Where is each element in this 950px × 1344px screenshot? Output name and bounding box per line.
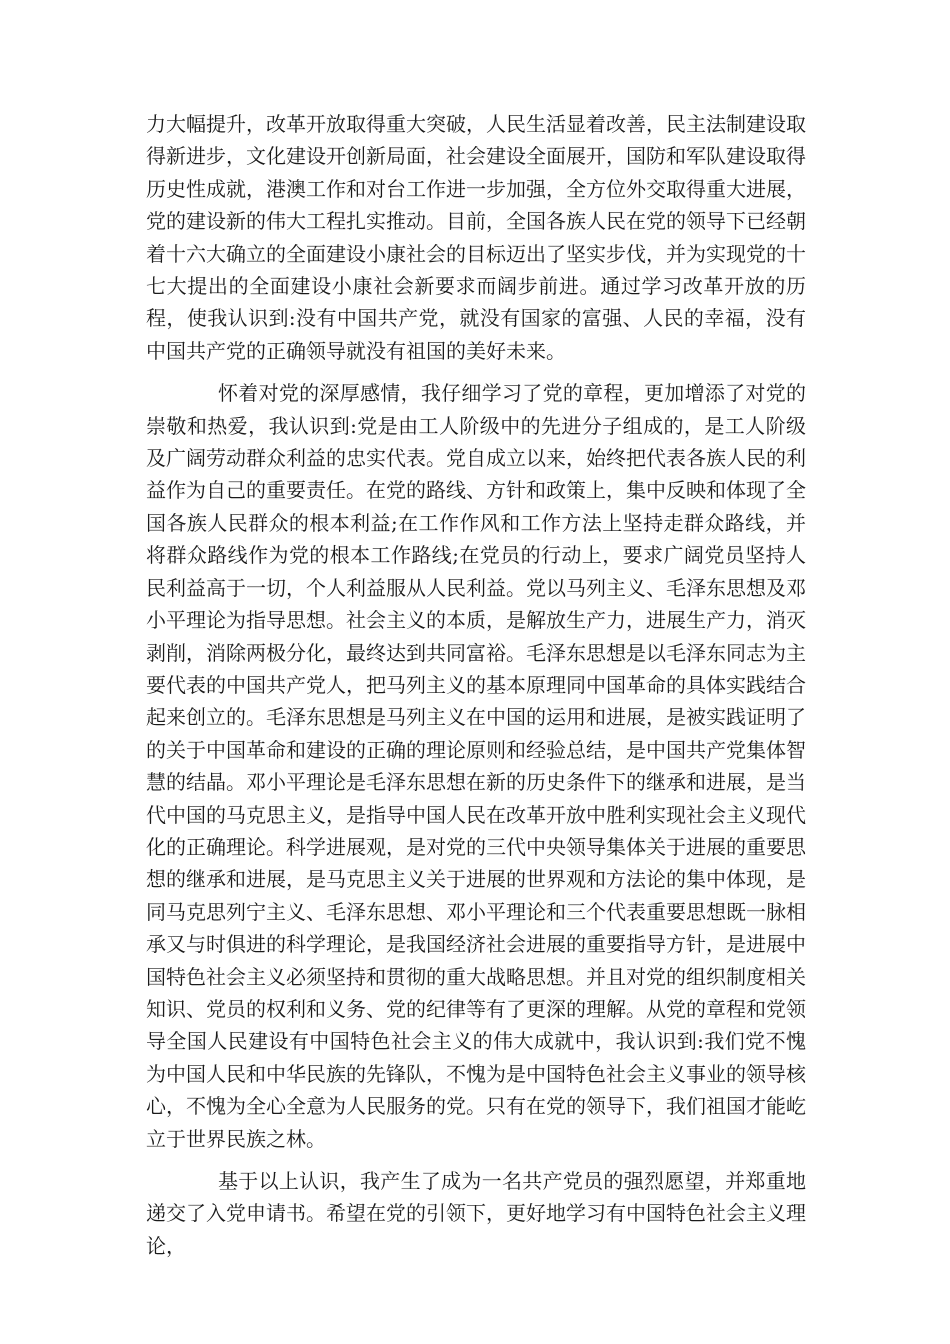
paragraph-3: 基于以上认识，我产生了成为一名共产党员的强烈愿望，并郑重地递交了入党申请书。希望在党的引领下，更好地学习有中国特色社会主义理论，	[146, 1169, 806, 1258]
paragraph-1: 力大幅提升，改革开放取得重大突破，人民生活显着改善，民主法制建设取得新进步，文化建设开创新局面，社会建设全面展开，国防和军队建设取得历史性成就，港澳工作和对台工作进一步加强，全方位外交取得重大进展，党的建设新的伟大工程扎实推动。目前，全国各族人民在党的领导下已经朝着十六大确立的全面建设小康社会的目标迈出了坚实步伐，并为实现党的十七大提出的全面建设小康社会新要求而阔步前进。通过学习改革开放的历程，使我认识到:没有中国共产党，就没有国家的富强、人民的幸福，没有中国共产党的正确领导就没有祖国的美好未来。	[146, 112, 806, 363]
document-body	[146, 108, 806, 1272]
paragraph-2: 怀着对党的深厚感情，我仔细学习了党的章程，更加增添了对党的崇敬和热爱，我认识到:党是由工人阶级中的先进分子组成的，是工人阶级及广阔劳动群众利益的忠实代表。党自成立以来，始终把代表各族人民的利益作为自己的重要责任。在党的路线、方针和政策上，集中反映和体现了全国各族人民群众的根本利益;在工作作风和工作方法上坚持走群众路线，并将群众路线作为党的根本工作路线;在党员的行动上，要求广阔党员坚持人民利益高于一切，个人利益服从人民利益。党以马列主义、毛泽东思想及邓小平理论为指导思想。社会主义的本质，是解放生产力，进展生产力，消灭剥削，消除两极分化，最终达到共同富裕。毛泽东思想是以毛泽东同志为主要代表的中国共产党人，把马列主义的基本原理同中国革命的具体实践结合起来创立的。毛泽东思想是马列主义在中国的运用和进展，是被实践证明了的关于中国革命和建设的正确的理论原则和经验总结，是中国共产党集体智慧的结晶。邓小平理论是毛泽东思想在新的历史条件下的继承和进展，是当代中国的马克思主义，是指导中国人民在改革开放中胜利实现社会主义现代化的正确理论。科学进展观，是对党的三代中央领导集体关于进展的重要思想的继承和进展，是马克思主义关于进展的世界观和方法论的集中体现，是同马克思列宁主义、毛泽东思想、邓小平理论和三个代表重要思想既一脉相承又与时俱进的科学理论，是我国经济社会进展的重要指导方针，是进展中国特色社会主义必须坚持和贯彻的重大战略思想。并且对党的组织制度相关知识、党员的权利和义务、党的纪律等有了更深的理解。从党的章程和党领导全国人民建设有中国特色社会主义的伟大成就中，我认识到:我们党不愧为中国人民和中华民族的先锋队，不愧为是中国特色社会主义事业的领导核心，不愧为全心全意为人民服务的党。只有在党的领导下，我们祖国才能屹立于世界民族之林。	[146, 381, 806, 1151]
